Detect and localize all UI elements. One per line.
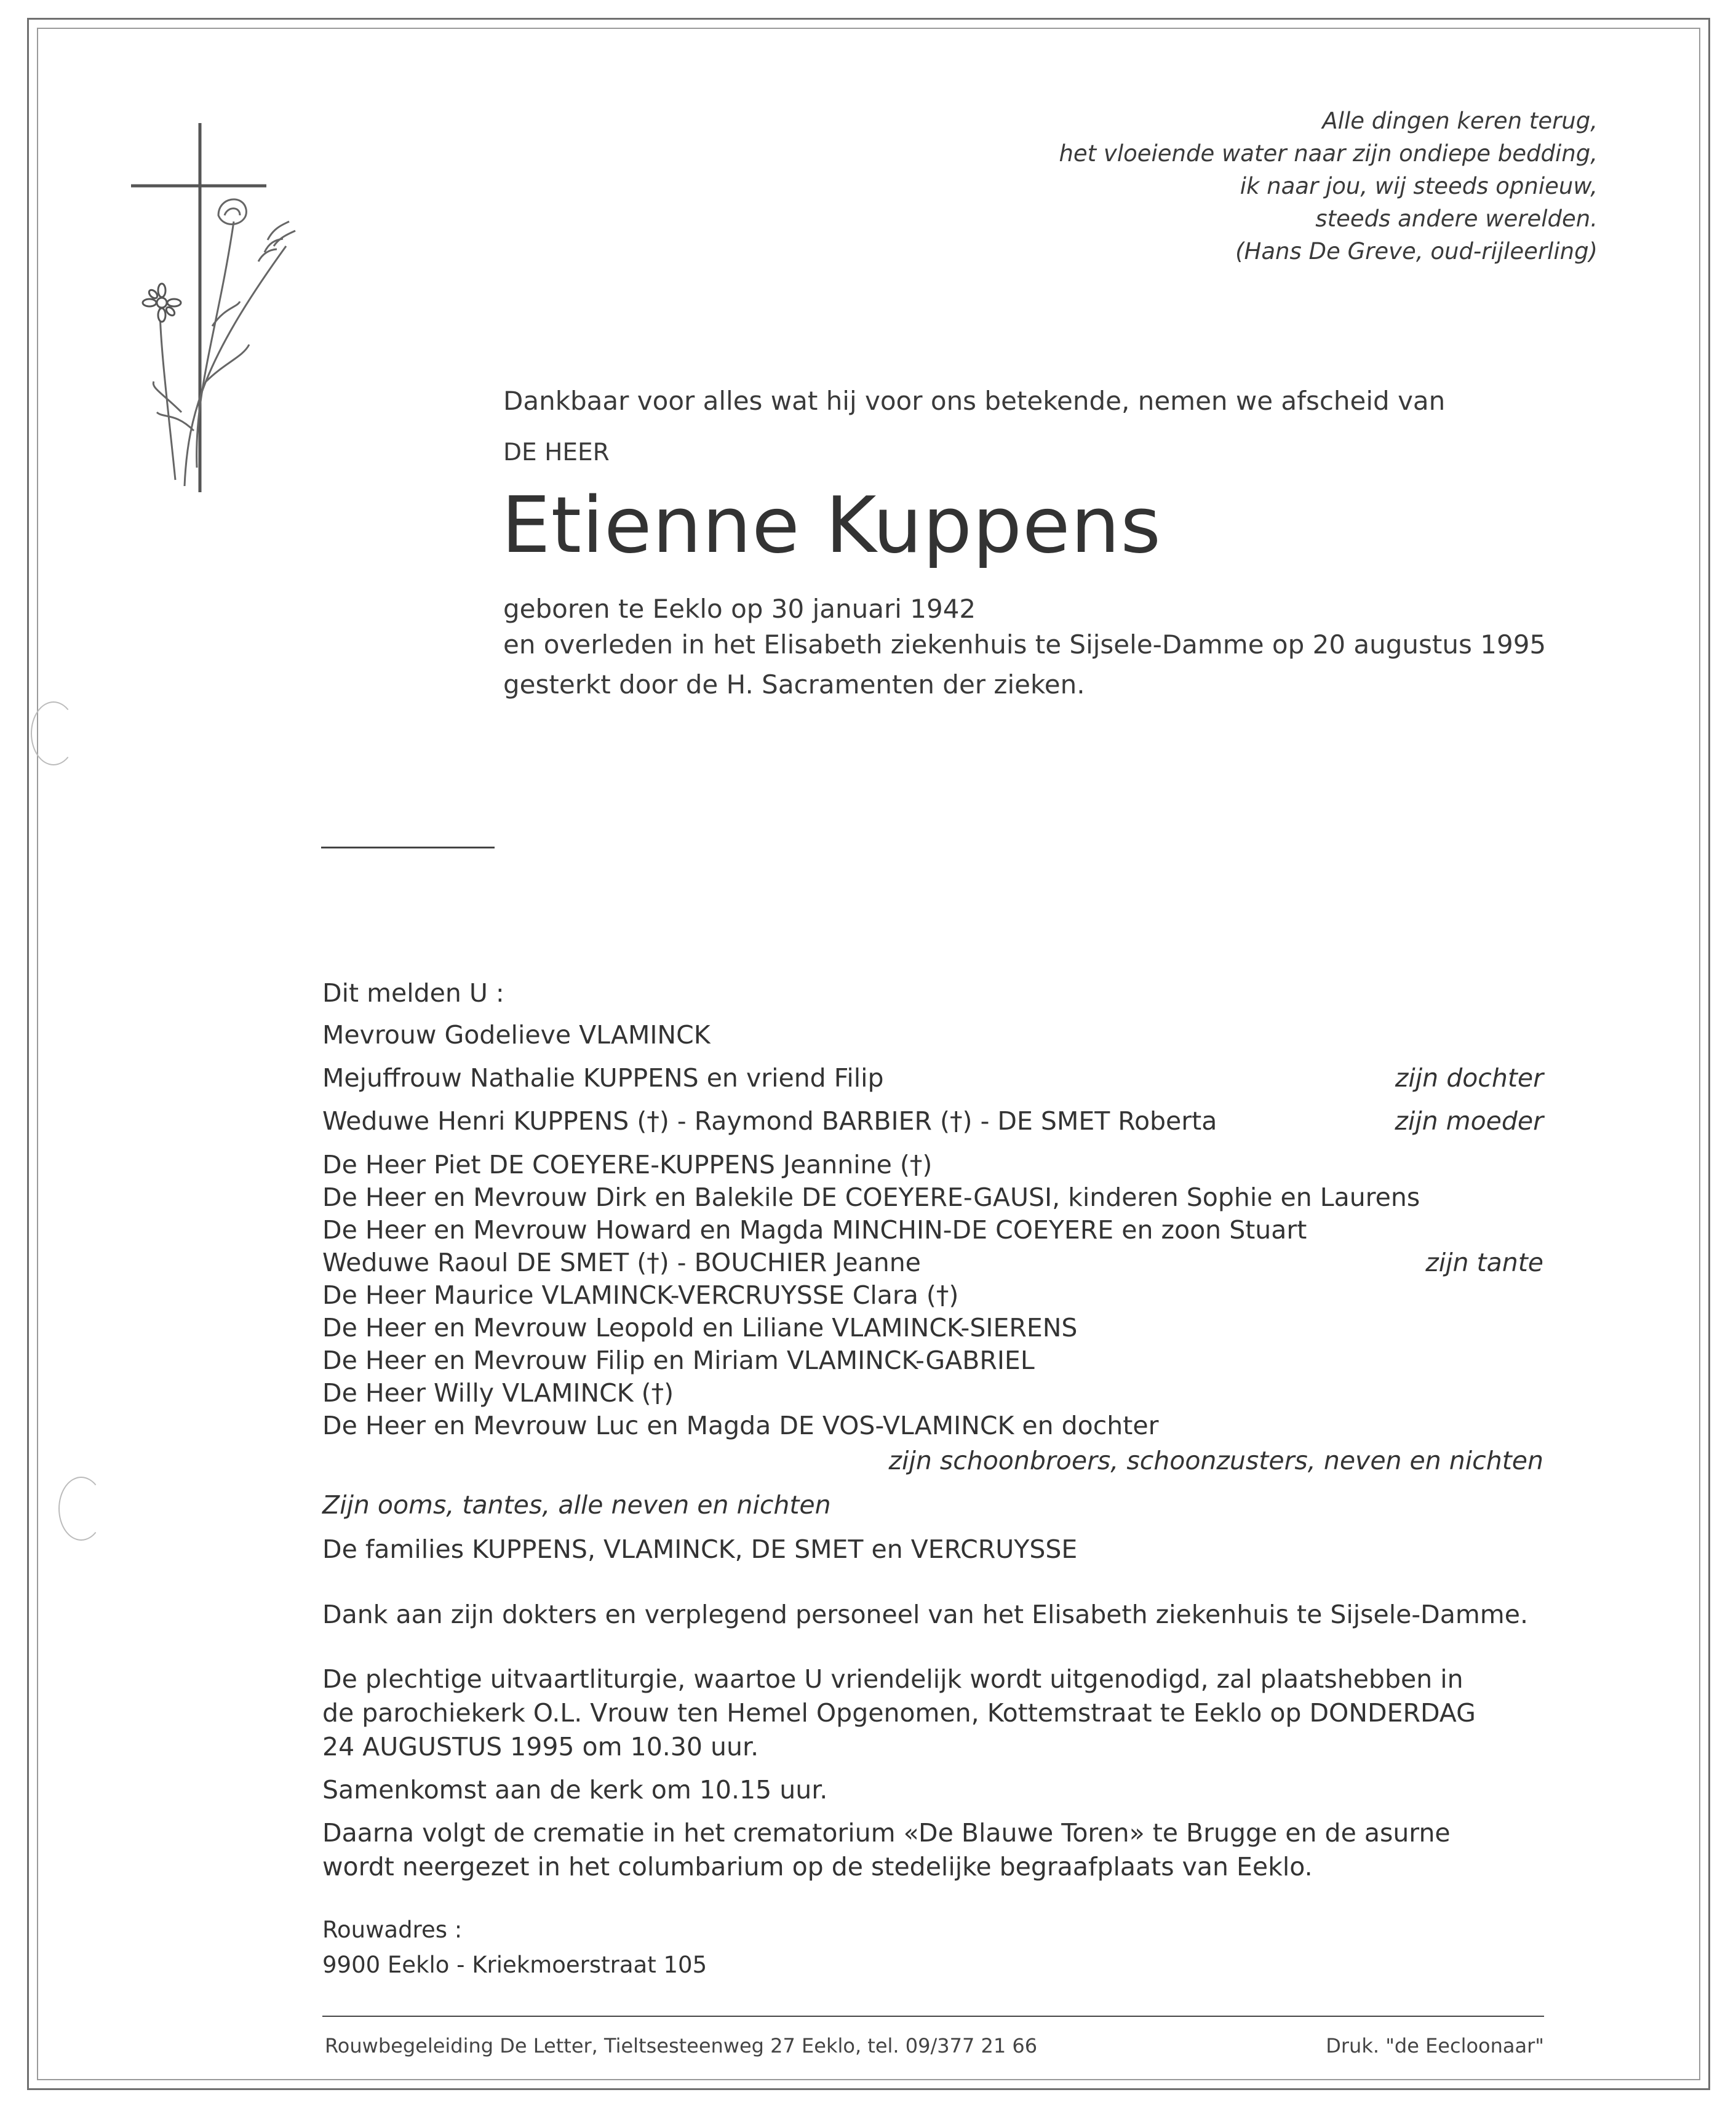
honorific: DE HEER: [503, 439, 610, 466]
footer-undertaker: Rouwbegeleiding De Letter, Tieltsesteenweg 27 Eeklo, tel. 09/377 21 66: [325, 2034, 1038, 2057]
poem-attribution: (Hans De Greve, oud-rijleerling): [1235, 238, 1598, 265]
thanks-line: Dank aan zijn dokters en verplegend personeel van het Elisabeth ziekenhuis te Sijsele-Damme.: [322, 1600, 1528, 1629]
deceased-name: Etienne Kuppens: [501, 480, 1162, 570]
footer-divider: [322, 2016, 1544, 2017]
short-divider: [321, 847, 495, 848]
poem-line: het vloeiende water naar zijn ondiepe bedding,: [1059, 140, 1598, 167]
poem: [1059, 105, 1598, 268]
cremation-line: Daarna volgt de crematie in het crematorium «De Blauwe Toren» te Brugge en de asurne: [322, 1818, 1451, 1848]
announce-intro: Dit melden U :: [322, 978, 504, 1008]
funeral-line: de parochiekerk O.L. Vrouw ten Hemel Opgenomen, Kottemstraat te Eeklo op DONDERDAG: [322, 1698, 1476, 1728]
family-line: Weduwe Henri KUPPENS (†) - Raymond BARBIER (†) - DE SMET Roberta: [322, 1106, 1217, 1136]
death-line: en overleden in het Elisabeth ziekenhuis te Sijsele-Damme op 20 augustus 1995: [503, 629, 1547, 660]
family-line: De Heer Piet DE COEYERE-KUPPENS Jeannine (†): [322, 1150, 933, 1179]
birth-line: geboren te Eeklo op 30 januari 1942: [503, 594, 976, 624]
family-line: Mevrouw Godelieve VLAMINCK: [322, 1020, 711, 1050]
uncles-line: Zijn ooms, tantes, alle neven en nichten: [322, 1490, 831, 1520]
poem-line: Alle dingen keren terug,: [1322, 108, 1598, 134]
family-line: Mejuffrouw Nathalie KUPPENS en vriend Filip: [322, 1063, 884, 1093]
family-line: De Heer en Mevrouw Luc en Magda DE VOS-VLAMINCK en dochter: [322, 1411, 1159, 1440]
punch-hole-bottom: [58, 1477, 104, 1541]
family-line: De Heer en Mevrouw Leopold en Liliane VLAMINCK-SIERENS: [322, 1313, 1078, 1343]
family-relation: zijn dochter: [1395, 1063, 1543, 1093]
families-line: De families KUPPENS, VLAMINCK, DE SMET en VERCRUYSSE: [322, 1534, 1078, 1564]
family-relation: zijn tante: [1425, 1248, 1543, 1277]
intro-text: Dankbaar voor alles wat hij voor ons betekende, nemen we afscheid van: [503, 386, 1446, 416]
cross-with-flowers-icon: [126, 123, 311, 498]
cremation-line: wordt neergezet in het columbarium op de stedelijke begraafplaats van Eeklo.: [322, 1852, 1313, 1882]
funeral-line: De plechtige uitvaartliturgie, waartoe U vriendelijk wordt uitgenodigd, zal plaatshebben in: [322, 1664, 1463, 1694]
funeral-line: 24 AUGUSTUS 1995 om 10.30 uur.: [322, 1732, 759, 1762]
family-line: De Heer en Mevrouw Dirk en Balekile DE COEYERE-GAUSI, kinderen Sophie en Laurens: [322, 1183, 1420, 1212]
poem-line: steeds andere werelden.: [1315, 206, 1598, 232]
sacraments-line: gesterkt door de H. Sacramenten der zieken.: [503, 669, 1085, 700]
family-line: Weduwe Raoul DE SMET (†) - BOUCHIER Jeanne: [322, 1248, 921, 1277]
family-line: De Heer Willy VLAMINCK (†): [322, 1378, 674, 1408]
footer-printer: Druk. "de Eecloonaar": [1326, 2034, 1544, 2057]
family-line: De Heer en Mevrouw Howard en Magda MINCHIN-DE COEYERE en zoon Stuart: [322, 1215, 1307, 1245]
in-laws-relation: zijn schoonbroers, schoonzusters, neven en nichten: [888, 1446, 1543, 1475]
family-line: De Heer Maurice VLAMINCK-VERCRUYSSE Clara (†): [322, 1280, 959, 1310]
meeting-line: Samenkomst aan de kerk om 10.15 uur.: [322, 1775, 828, 1805]
address: 9900 Eeklo - Kriekmoerstraat 105: [322, 1952, 707, 1978]
address-label: Rouwadres :: [322, 1917, 463, 1943]
family-relation: zijn moeder: [1395, 1106, 1543, 1136]
family-line: De Heer en Mevrouw Filip en Miriam VLAMINCK-GABRIEL: [322, 1346, 1035, 1375]
poem-line: ik naar jou, wij steeds opnieuw,: [1240, 173, 1598, 199]
punch-hole-top: [31, 701, 76, 765]
